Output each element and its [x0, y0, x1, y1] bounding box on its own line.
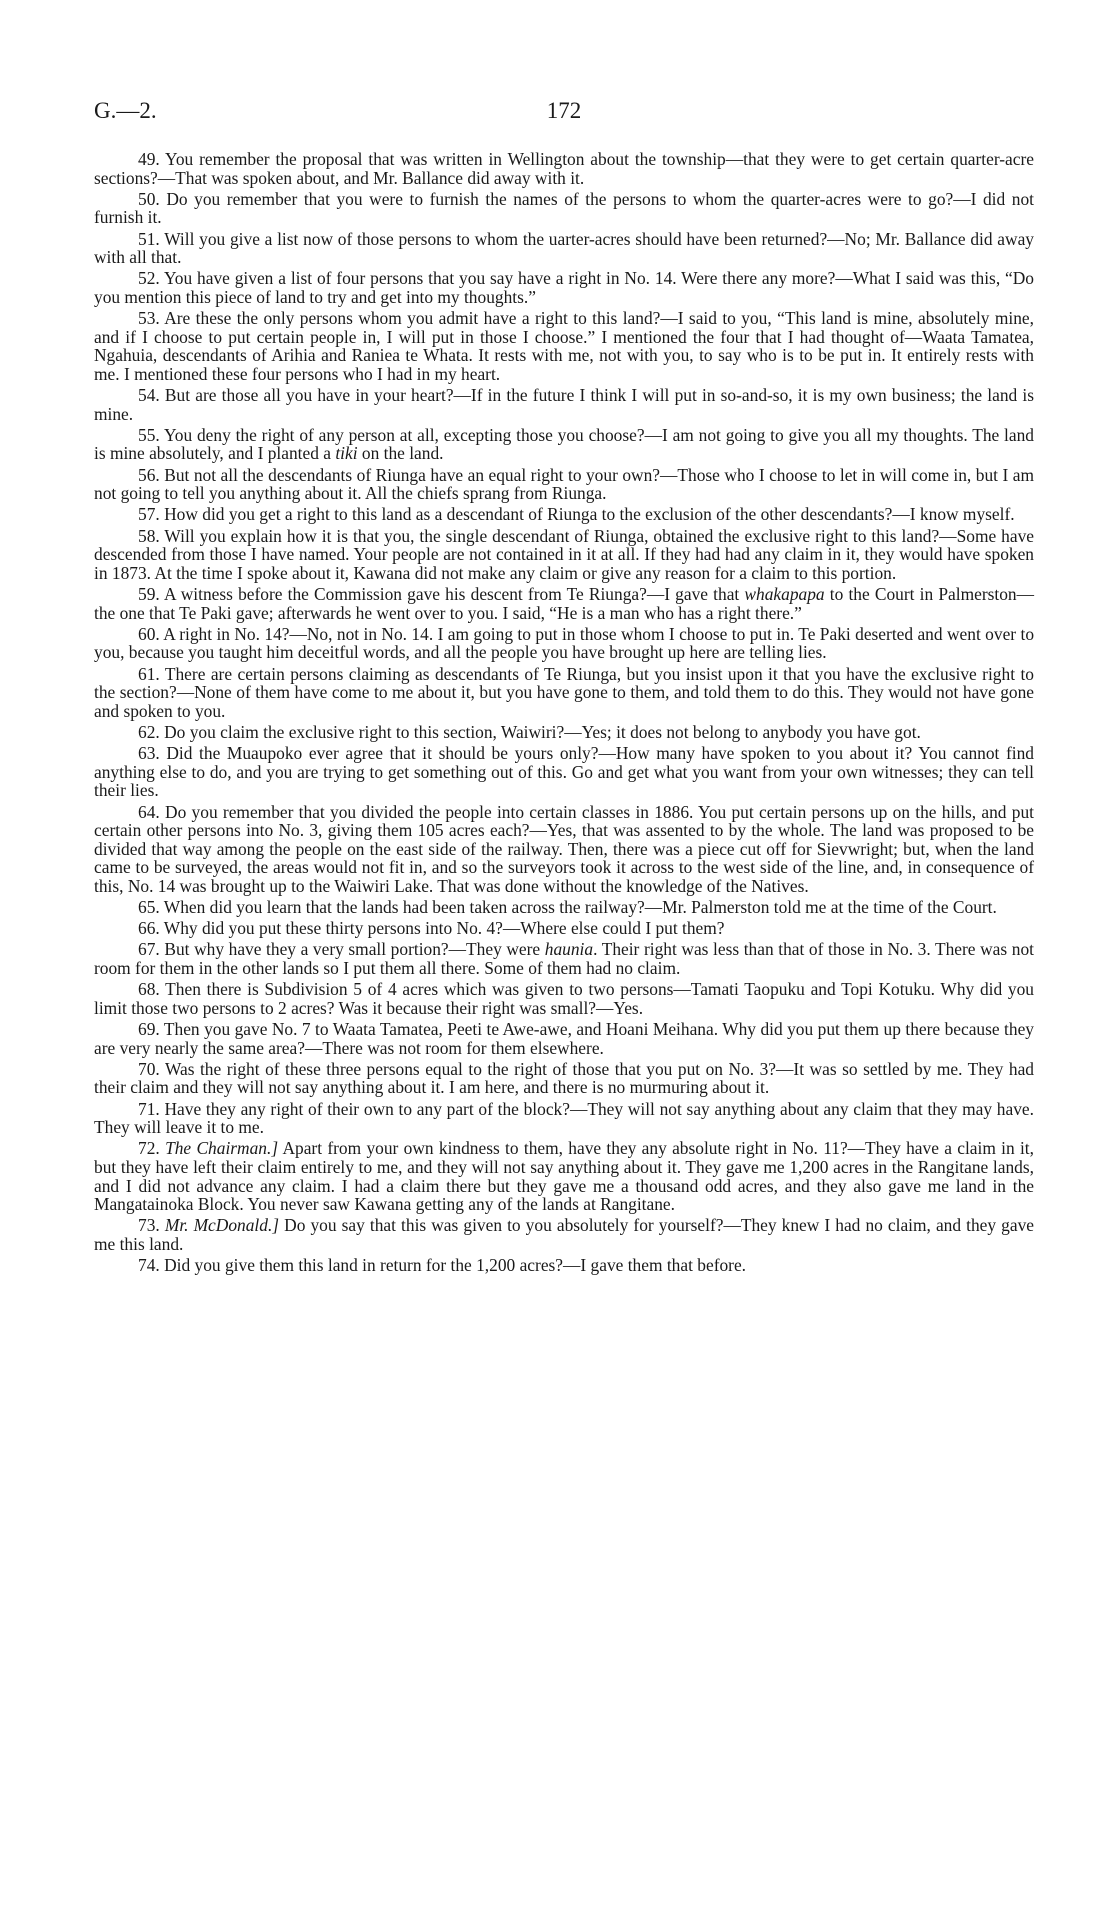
question-number: 53.: [138, 308, 160, 329]
question-73: [94, 1216, 1034, 1253]
transcript-body: [94, 150, 1034, 1277]
question-text: Did you give them this land in return for the 1,200 acres?—I gave them that before.: [164, 1255, 747, 1276]
question-58: [94, 527, 1034, 583]
question-text: Do you remember that you were to furnish the names of the persons to whom the quarter-acres were to go?—I did not furnish it.: [94, 188, 1034, 228]
question-text: You remember the proposal that was written in Wellington about the township—that they were to get certain quarter-acre sections?—That was spoken about, and Mr. Ballance did away with it.: [94, 149, 1034, 188]
question-number: 54.: [138, 385, 160, 406]
question-55: [94, 426, 1034, 463]
question-74: [94, 1256, 1034, 1275]
question-number: 71.: [138, 1098, 160, 1119]
question-number: 59.: [138, 584, 160, 604]
question-number: 70.: [138, 1058, 160, 1079]
question-number: 66.: [138, 918, 160, 939]
question-number: 72.: [138, 1138, 160, 1159]
question-text-continued: to the Court in Palmerston—the one that Te Paki gave; afterwards he went over to you. I said, “He is a man who has a right there.”: [94, 584, 1034, 623]
question-59: [94, 585, 1034, 622]
question-number: 62.: [138, 721, 160, 742]
question-53: [94, 309, 1034, 383]
question-72: [94, 1139, 1034, 1213]
question-text: Will you explain how it is that you, the single descendant of Riunga, obtained the exclusive right to this land?—Some have descended from those I have named. Your people are not contained in it at all. If they had had any claim in it, they would have spoken in 1873. At the time I spoke about it, Kawana did not make any claim or give any reason for a claim to this portion.: [94, 525, 1034, 583]
question-number: 68.: [138, 979, 160, 1000]
question-50: [94, 190, 1034, 227]
question-64: [94, 803, 1034, 896]
question-number: 56.: [138, 464, 160, 485]
question-text: When did you learn that the lands had been taken across the railway?—Mr. Palmerston told me at the time of the Court.: [163, 897, 997, 918]
question-number: 49.: [138, 149, 160, 169]
question-number: 61.: [138, 663, 160, 684]
question-66: [94, 919, 1034, 938]
question-text: There are certain persons claiming as descendants of Te Riunga, but you insist upon it that you have the exclusive right to the section?—None of them have come to me about it, but you have gone to them, and told them to do this. They would not have gone and spoken to you.: [94, 663, 1034, 721]
question-text: You have given a list of four persons that you say have a right in No. 14. Were there any more?—What I said was this, “Do you mention this piece of land to try and get into my thoughts.”: [94, 268, 1034, 307]
question-text: But are those all you have in your heart?—If in the future I think I will put in so-and-so, it is my own business; the land is mine.: [94, 385, 1034, 424]
question-number: 65.: [138, 897, 160, 918]
question-text: Apart from your own kindness to them, have they any absolute right in No. 11?—They have a claim in it, but they have left their claim entirely to me, and they will not say anything about it. They gave me 1,200 acres in the Rangitane lands, and I did not advance any claim. I had a claim there but they gave me a thousand odd acres, and they also gave me land in the Mangatainoka Block. You never saw Kawana getting any of the lands at Rangitane.: [94, 1138, 1034, 1215]
question-text: You deny the right of any person at all, excepting those you choose?—I am not going to give you all my thoughts. The land is mine absolutely, and I planted a: [94, 424, 1034, 464]
question-71: [94, 1100, 1034, 1137]
question-text: Did the Muaupoko ever agree that it should be yours only?—How many have spoken to you about it? You cannot find anything else to do, and you are trying to get something out of this. Go and get what you want from your own witnesses; they can tell their lies.: [94, 743, 1034, 801]
question-text: How did you get a right to this land as a descendant of Riunga to the exclusion of the other descendants?—I know myself.: [164, 504, 1015, 525]
question-number: 52.: [138, 268, 160, 289]
question-text: But why have they a very small portion?—They were: [164, 939, 545, 960]
question-text: Will you give a list now of those persons to whom the uarter-acres should have been returned?—No; Mr. Ballance did away with all that.: [94, 228, 1034, 268]
question-number: 63.: [138, 743, 160, 764]
question-number: 57.: [138, 504, 160, 525]
question-number: 67.: [138, 939, 160, 960]
question-61: [94, 665, 1034, 721]
question-70: [94, 1060, 1034, 1097]
question-text: A witness before the Commission gave his descent from Te Riunga?—I gave that: [163, 584, 745, 604]
question-text: Do you remember that you divided the people into certain classes in 1886. You put certain persons up on the hills, and put certain other persons into No. 3, giving them 105 acres each?—Yes, that was assented to by the whole. The land was proposed to be divided that way among the people on the east side of the railway. Then, there was a piece cut off for Sievwright; but, when the land came to be surveyed, the areas would not fit in, and so the surveyors took it across to the west side of the line, and, in consequence of this, No. 14 was brought up to the Waiwiri Lake. That was done without the knowledge of the Natives.: [94, 801, 1034, 896]
question-57: [94, 505, 1034, 524]
question-text: Then there is Subdivision 5 of 4 acres which was given to two persons—Tamati Taopuku and Topi Kotuku. Why did you limit those two persons to 2 acres? Was it because their right was small?—Yes.: [94, 979, 1034, 1018]
question-text: Was the right of these three persons equal to the right of those that you put on No. 3?—It was so settled by me. They had their claim and they will not say anything about it. I am here, and there is no murmuring about it.: [94, 1058, 1034, 1098]
question-text-continued: . Their right was less than that of those in No. 3. There was not room for them in the other lands so I put them all there. Some of them had no claim.: [94, 939, 1034, 979]
maori-term: haunia: [544, 939, 594, 960]
question-62: [94, 723, 1034, 742]
question-text: But not all the descendants of Riunga have an equal right to your own?—Those who I choose to let in will come in, but I am not going to tell you anything about it. All the chiefs sprang from Riunga.: [94, 464, 1034, 504]
question-68: [94, 980, 1034, 1017]
question-text: Do you claim the exclusive right to this section, Waiwiri?—Yes; it does not belong to anybody you have got.: [164, 721, 921, 742]
question-text: Why did you put these thirty persons into No. 4?—Where else could I put them?: [163, 918, 725, 939]
question-51: [94, 230, 1034, 267]
question-number: 60.: [138, 623, 160, 644]
question-69: [94, 1020, 1034, 1057]
maori-term: tiki: [335, 443, 358, 464]
question-65: [94, 898, 1034, 917]
page-number: 172: [546, 98, 582, 123]
question-number: 58.: [138, 525, 160, 546]
question-56: [94, 466, 1034, 503]
maori-term: whakapapa: [744, 584, 825, 604]
document-code: G.—2.: [94, 98, 157, 123]
question-text: Then you gave No. 7 to Waata Tamatea, Peeti te Awe-awe, and Hoani Meihana. Why did you put them up there because they are very nearly the same area?—There was not room for them elsewhere.: [94, 1019, 1034, 1058]
question-text: Have they any right of their own to any part of the block?—They will not say anything about any claim that they may have. They will leave it to me.: [94, 1098, 1034, 1138]
question-text: Do you say that this was given to you absolutely for yourself?—They knew I had no claim, and they gave me this land.: [94, 1215, 1034, 1254]
question-number: 69.: [138, 1019, 160, 1039]
question-number: 73.: [138, 1215, 160, 1236]
speaker-label: The Chairman.]: [165, 1138, 279, 1159]
question-text-continued: on the land.: [357, 443, 444, 464]
question-60: [94, 625, 1034, 662]
question-number: 74.: [138, 1255, 160, 1276]
question-49: [94, 150, 1034, 187]
speaker-label: Mr. McDonald.]: [164, 1215, 280, 1236]
question-number: 64.: [138, 801, 160, 822]
page-header: [94, 98, 1034, 130]
question-number: 50.: [138, 188, 160, 209]
question-text: A right in No. 14?—No, not in No. 14. I am going to put in those whom I choose to put in. Te Paki deserted and went over to you, because you taught him deceitful words, and all the people you have brought up here are telling lies.: [94, 623, 1035, 663]
question-text: Are these the only persons whom you admit have a right to this land?—I said to you, “This land is mine, absolutely mine, and if I choose to put certain people in, I will put in those I choose.” I mentioned the four that I had thought of—Waata Tamatea, Ngahuia, descendants of Arihia and Raniea te Whata. It rests with me, not with you, to say who is to be put in. It entirely rests with me. I mentioned these four persons who I had in my heart.: [94, 308, 1034, 384]
question-52: [94, 269, 1034, 306]
question-54: [94, 386, 1034, 423]
question-67: [94, 940, 1034, 977]
question-number: 55.: [138, 424, 160, 445]
question-63: [94, 744, 1034, 800]
question-number: 51.: [138, 228, 160, 249]
